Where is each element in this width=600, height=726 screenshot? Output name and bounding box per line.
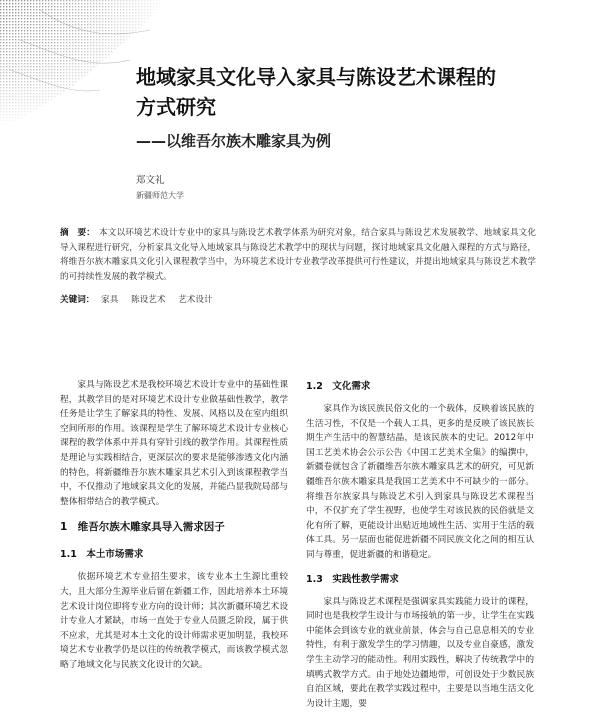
- paper-subtitle: ——以维吾尔族木雕家具为例: [136, 132, 332, 150]
- abstract-label: 摘 要：: [60, 228, 95, 238]
- section-1-2-heading: 1.2 文化需求: [306, 381, 371, 392]
- section-1-3-paragraph: 家具与陈设艺术课程是强调家具实践能力设计的课程，同时也是我校学生设计与市场接轨的第一步，让学生在实践中能体会到该专业的就业前景，体会与自己息息相关的专业特性，有利于激发学生的学习情趣，以及专业自豪感，激发学生主动学习的能动性。利用实践性，解决了传统教学中的填鸭式教学方式。由于地处边疆地带，可创设处于少数民族自治区域，要此在教学实践过程中，主要是以当地生活文化为设计主题，要: [306, 596, 534, 709]
- intro-paragraph: 家具与陈设艺术是我校环境艺术设计专业中的基础性课程，其教学目的是对环境艺术设计专业做基础性教学，教学任务是让学生了解家具的特性、发展、风格以及在室内组织空间所形的作用。该课程是学生了解环境艺术设计专业核心课程的教学体系中并具有穿针引线的教学作用。其课程性质是理论与实践相结合，更深层次的要求是能够渗透文化内涵的特色，将新疆维吾尔族木雕家具艺术引入到该课程教学当中，不仅推动了地域家具文化的发展，并能凸显我院局部与整体相带结合的教学模式。: [60, 380, 288, 507]
- keyword-item: 艺术设计: [178, 295, 213, 305]
- keyword-item: 家具: [101, 295, 119, 305]
- section-1-3-heading: 1.3 实践性教学需求: [306, 573, 399, 585]
- section-1-1-paragraph: 依据环境艺术专业招生要求，该专业本土生源比重较大，且大部分生源毕业后留在新疆工作，因此培养本土环境艺术设计岗位即将专业方向的设计师；其次新疆环境艺术设计专业人才紧缺，市场一直处于专业人员匮乏阶段，属于供不应求，尤其是对本土文化的设计师需求更加明显，我校环境艺术专业教学仍是以往的传统教学模式，而该教学模式忽略了地域文化与民族文化设计的欠缺。: [60, 572, 288, 670]
- keyword-item: 陈设艺术: [131, 295, 166, 305]
- title-line-2: 方式研究: [136, 95, 216, 119]
- section-1-heading: 1 维吾尔族木雕家具导入需求因子: [60, 521, 225, 534]
- paper-title: [136, 62, 496, 122]
- section-1-1-heading: 1.1 本土市场需求: [60, 549, 144, 561]
- keywords: [60, 293, 223, 305]
- abstract-text: 本文以环境艺术设计专业中的家具与陈设艺术教学体系为研究对象，结合家具与陈设艺术发展教学、地域家具文化导入课程进行研究，分析家具文化导入地域家具与陈设艺术教学中的现状与问题，探讨地域家具文化融入课程的方式与路径，将维吾尔族木雕家具文化引入课程教学当中，为环境艺术设计专业教学改革提供可行性建议，并提出地域家具与陈设艺术教学的可持续性发展的教学模式。: [60, 228, 536, 282]
- keywords-label: 关键词：: [60, 295, 95, 305]
- abstract: [60, 226, 536, 284]
- author-name: 郑文礼: [136, 175, 165, 186]
- author-affiliation: 新疆师范大学: [136, 191, 184, 200]
- right-column: [306, 378, 534, 717]
- section-1-2-paragraph: 家具作为该民族民俗文化的一个载体，反映着该民族的生活习性，不仅是一个载人工具，更多的是反映了该民族长期生产生活中的智慧结晶，是该民族本的史记。2012年中国工艺美术协会公示公告《中国工艺美术全集》的编撰中，新疆卷就包含了新疆维吾尔族木雕家具艺术的研究，可见新疆维吾尔族木雕家具是我国工艺美术中不可缺少的一部分。将维吾尔族家具与陈设艺术引入到家具与陈设艺术课程当中，不仅扩充了学生视野，也使学生对该民族的民俗就是文化有所了解，更能设计出贴近地域性生活、实用于生活的载体工具。另一层面也能促进新疆不同民族文化之间的相互认同与尊重，促进新疆的和谐稳定。: [306, 404, 534, 560]
- title-line-1: 地域家具文化导入家具与陈设艺术课程的: [136, 65, 496, 89]
- left-column: [60, 378, 288, 679]
